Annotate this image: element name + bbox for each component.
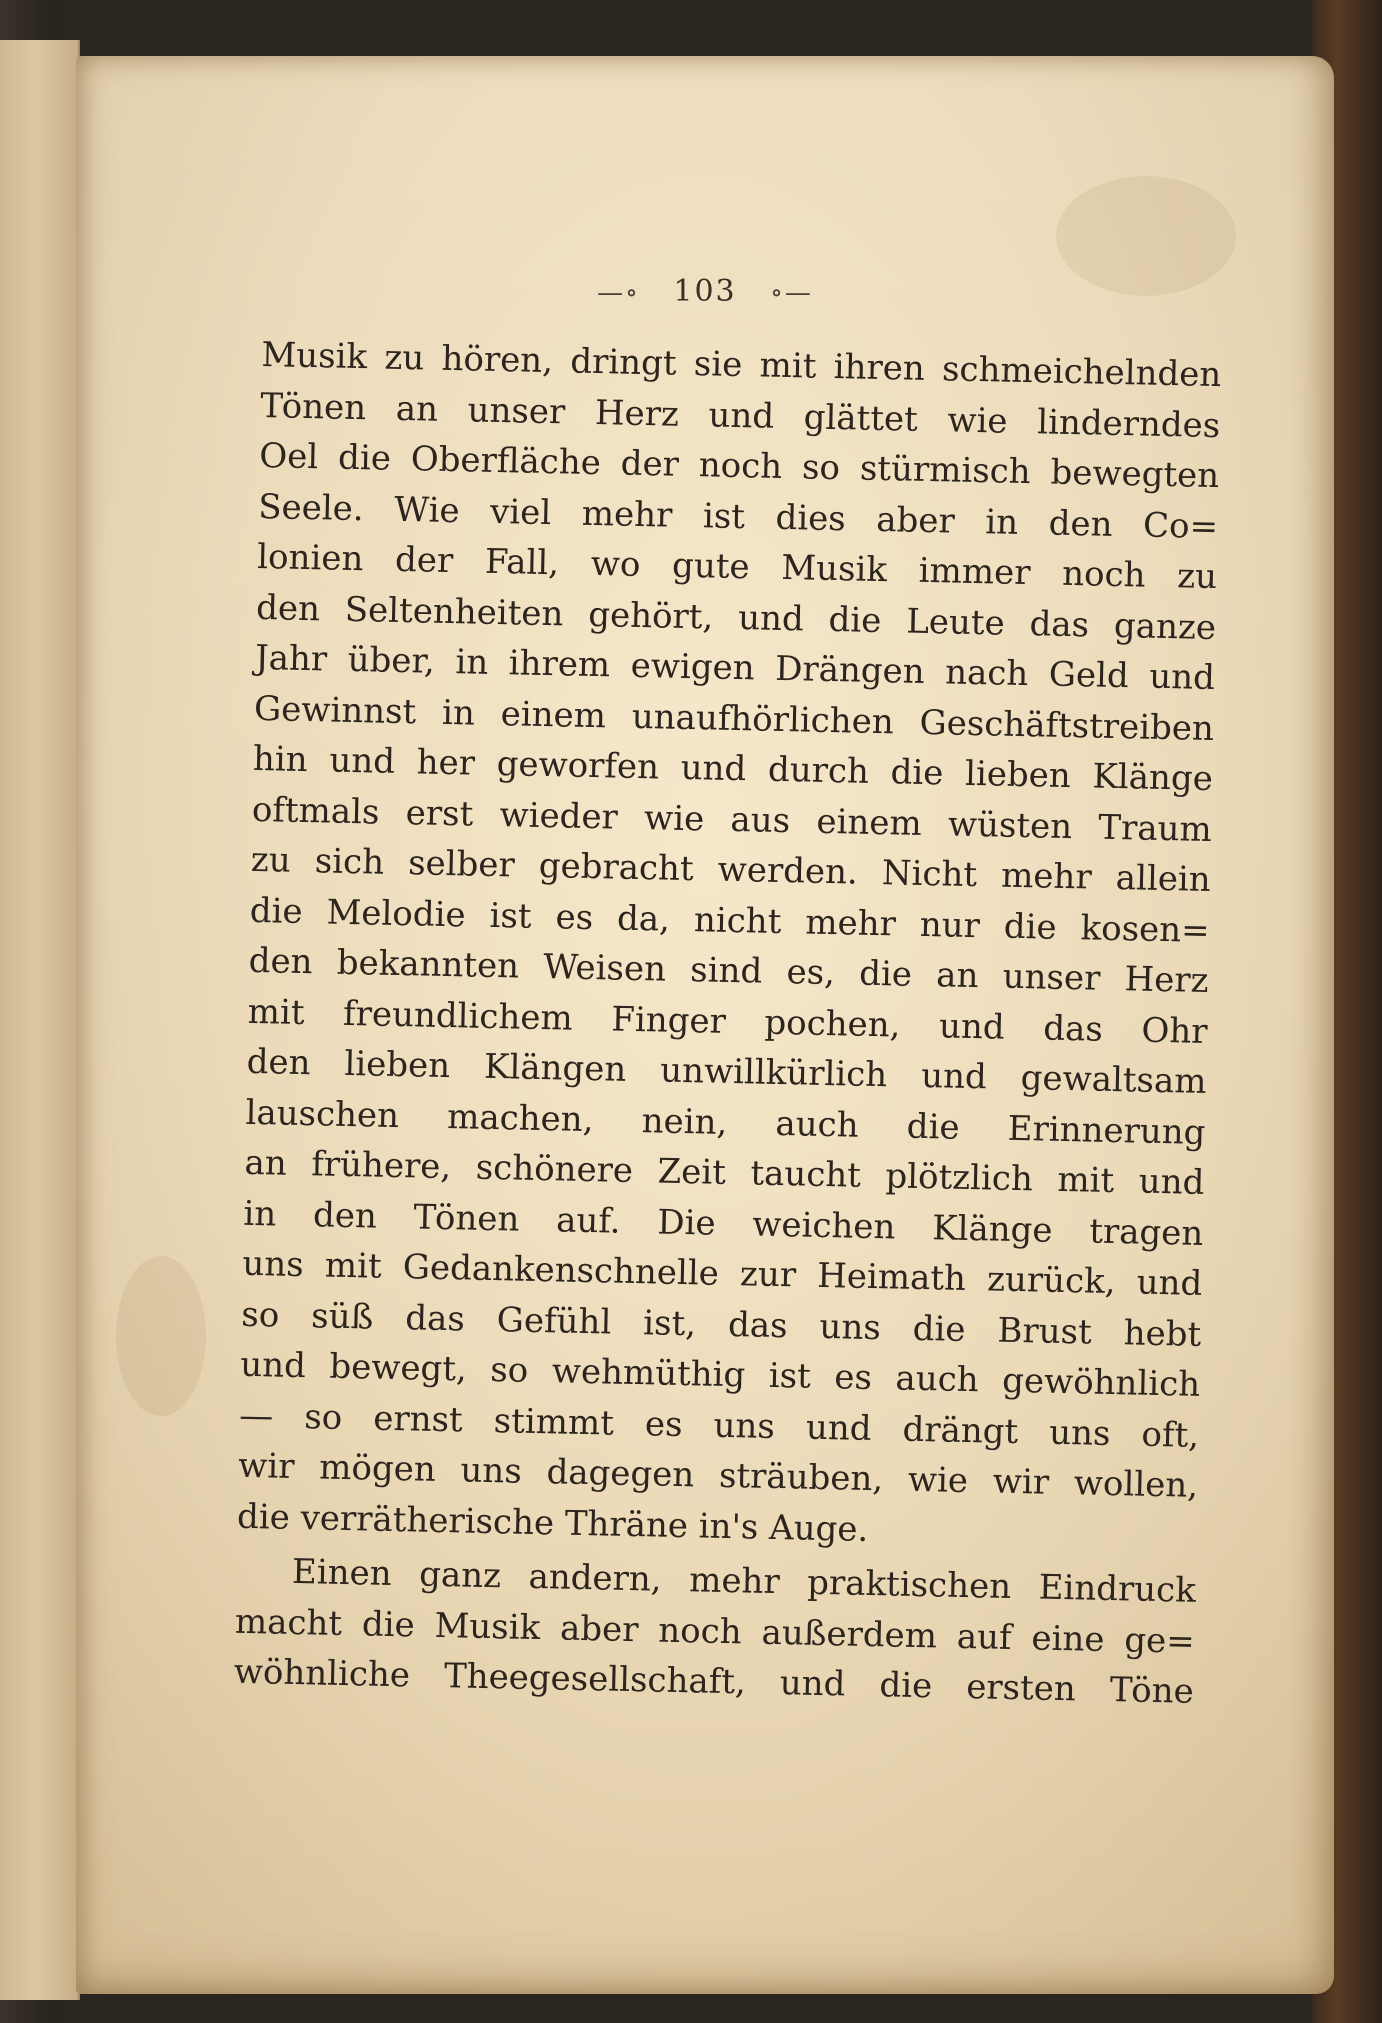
text-line: Einen ganz andern, mehr praktischen Eindruck — [291, 1551, 1197, 1611]
facing-page-edge — [0, 40, 80, 2000]
text-line: Musik zu hören, dringt sie mit ihren schmeichelnden — [261, 334, 1222, 396]
text-line: mit freundlichem Finger pochen, und das Ohr — [247, 991, 1208, 1052]
page-header — [76, 274, 1334, 309]
text-line: den lieben Klängen unwillkürlich und gewaltsam — [246, 1041, 1207, 1102]
text-line: zu sich selber gebracht werden. Nicht mehr allein — [250, 839, 1212, 900]
text-line: und bewegt, so wehmüthig ist es auch gewöhnlich — [239, 1344, 1201, 1405]
text-line: die Melodie ist es da, nicht mehr nur die kosen= — [249, 890, 1211, 951]
text-line: — so ernst stimmt es uns und drängt uns oft, — [238, 1395, 1200, 1456]
text-line: uns mit Gedankenschnelle zur Heimath zurück, und — [242, 1243, 1203, 1304]
ornament-right: ∘— — [770, 278, 813, 308]
text-line: oftmals erst wieder wie aus einem wüsten Traum — [251, 789, 1213, 850]
text-line: macht die Musik aber noch außerdem auf eine ge= — [234, 1601, 1196, 1662]
text-line: in den Tönen auf. Die weichen Klänge tragen — [243, 1193, 1204, 1254]
text-line: Tönen an unser Herz und glättet wie linderndes — [260, 385, 1221, 446]
ornament-left: —∘ — [597, 278, 640, 308]
text-line: die verrätherische Thräne in's Auge. — [236, 1496, 869, 1550]
text-line: den bekannten Weisen sind es, die an unser Herz — [248, 940, 1209, 1001]
text-line: an frühere, schönere Zeit taucht plötzlich mit und — [244, 1142, 1205, 1203]
text-line: so süß das Gefühl ist, das uns die Brust hebt — [240, 1294, 1202, 1355]
page-number: 103 — [673, 274, 737, 309]
text-line: Gewinnst in einem unaufhörlichen Geschäftstreiben — [253, 688, 1215, 749]
text-line: lonien der Fall, wo gute Musik immer noch zu — [256, 536, 1218, 598]
text-line: Seele. Wie viel mehr ist dies aber in den Co= — [257, 486, 1219, 547]
text-line: den Seltenheiten gehört, und die Leute das ganze — [255, 587, 1217, 648]
text-line: Oel die Oberfläche der noch so stürmisch bewegten — [258, 435, 1220, 497]
text-line: wöhnliche Theegesellschaft, und die ersten Töne — [233, 1651, 1195, 1712]
text-line: hin und her geworfen und durch die lieben Klänge — [252, 738, 1214, 800]
body-text — [233, 330, 1221, 1717]
text-line: wir mögen uns dagegen sträuben, wie wir wollen, — [237, 1445, 1199, 1506]
paper-stain — [116, 1256, 206, 1416]
text-line: Jahr über, in ihrem ewigen Drängen nach Geld und — [254, 637, 1216, 699]
text-line: lauschen machen, nein, auch die Erinnerung — [245, 1092, 1206, 1153]
